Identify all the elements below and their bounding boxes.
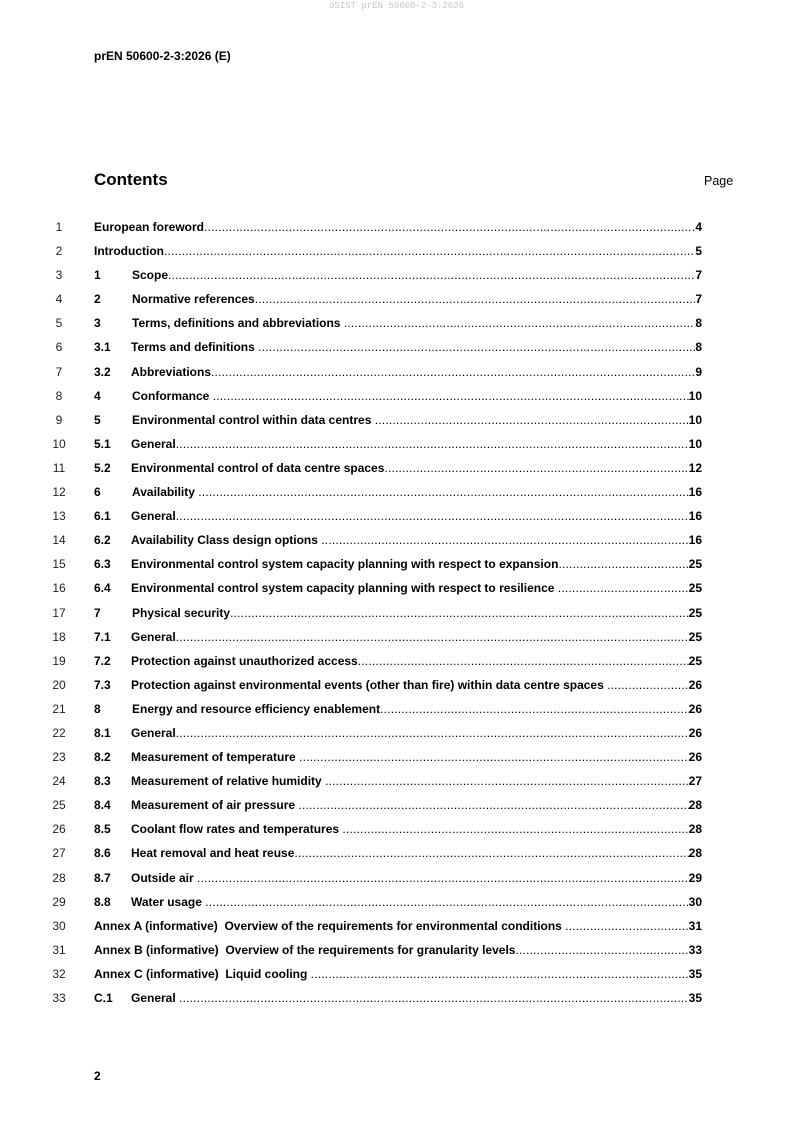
toc-entry[interactable]: [0, 894, 793, 918]
section-number: 8.4: [94, 798, 111, 813]
dot-leader: [311, 966, 689, 982]
section-number: 4: [94, 388, 101, 403]
section-title: Availability Class design options: [131, 533, 322, 548]
dot-leader: [299, 749, 689, 765]
toc-entry[interactable]: [0, 508, 793, 532]
page-number: 10: [688, 388, 702, 403]
page-number: 25: [688, 605, 702, 620]
line-number: 13: [52, 509, 66, 524]
dot-leader: [342, 821, 688, 837]
page-number: 25: [688, 581, 702, 596]
section-title: Normative references: [132, 292, 255, 307]
toc-entry-content: [94, 870, 702, 886]
line-number: 11: [52, 460, 66, 475]
dot-leader: [255, 291, 696, 307]
line-number: 31: [52, 942, 66, 957]
toc-entry[interactable]: [0, 291, 793, 315]
line-number: 23: [52, 750, 66, 765]
section-title: Annex C (informative) Liquid cooling: [94, 966, 311, 981]
toc-entry[interactable]: [0, 412, 793, 436]
toc-entry[interactable]: [0, 845, 793, 869]
section-number: 8.6: [94, 846, 111, 861]
section-title: Measurement of air pressure: [131, 798, 299, 813]
toc-entry-content: [94, 243, 702, 259]
section-number: 8.5: [94, 822, 111, 837]
page-number: 10: [688, 436, 702, 451]
page-number: 26: [688, 677, 702, 692]
toc-entry-content: [94, 388, 702, 404]
line-number: 17: [52, 605, 66, 620]
section-number: 5.1: [94, 436, 111, 451]
dot-leader: [298, 797, 688, 813]
toc-entry[interactable]: [0, 725, 793, 749]
toc-entry-content: [94, 412, 702, 428]
toc-entry-content: [94, 653, 702, 669]
toc-entry[interactable]: [0, 990, 793, 1014]
page-number: 28: [688, 822, 702, 837]
dot-leader: [204, 219, 695, 235]
toc-entry-content: [94, 580, 702, 596]
section-number: 7.3: [94, 677, 111, 692]
toc-entry[interactable]: [0, 773, 793, 797]
page-number: 28: [688, 846, 702, 861]
page-number: 16: [688, 533, 702, 548]
footer-page-number: 2: [94, 1069, 101, 1083]
line-number: 14: [52, 533, 66, 548]
toc-entry-content: [94, 219, 702, 235]
line-number: 3: [55, 268, 63, 283]
line-number: 2: [55, 244, 63, 259]
line-number: 24: [52, 774, 66, 789]
page-number: 9: [695, 364, 702, 379]
toc-entry[interactable]: [0, 605, 793, 629]
line-number: 9: [55, 412, 63, 427]
section-title: Measurement of relative humidity: [131, 774, 326, 789]
dot-leader: [213, 388, 689, 404]
page-number: 4: [695, 220, 702, 234]
line-number: 8: [55, 388, 63, 403]
toc-entry-content: [94, 797, 702, 813]
dot-leader: [384, 460, 688, 476]
section-title: Heat removal and heat reuse: [131, 846, 295, 861]
page-number: 12: [688, 460, 702, 475]
dot-leader: [565, 918, 688, 934]
toc-entry-content: [94, 291, 702, 307]
section-title: Introduction: [94, 244, 164, 259]
toc-entry-content: [94, 773, 702, 789]
page-number: 16: [688, 509, 702, 524]
section-title: Measurement of temperature: [131, 750, 300, 765]
page-number: 7: [695, 292, 702, 307]
page-number: 29: [688, 870, 702, 885]
line-number: 18: [52, 629, 66, 644]
toc-entry[interactable]: [0, 870, 793, 894]
page-number: 26: [688, 750, 702, 765]
dot-leader: [176, 436, 689, 452]
page-number: 10: [688, 412, 702, 427]
toc-entry[interactable]: [0, 267, 793, 291]
toc-entry[interactable]: [0, 821, 793, 845]
contents-heading: Contents: [94, 170, 168, 189]
line-number: 32: [52, 966, 66, 981]
toc-entry[interactable]: [0, 339, 793, 363]
table-of-contents: [0, 219, 793, 1014]
toc-entry[interactable]: [0, 460, 793, 484]
dot-leader: [176, 629, 689, 645]
toc-entry-content: [94, 821, 702, 837]
section-title: Energy and resource efficiency enablement: [132, 701, 381, 716]
section-number: 3: [94, 316, 101, 331]
page-number: 31: [688, 918, 702, 933]
toc-entry[interactable]: [0, 966, 793, 990]
section-title: Environmental control system capacity planning with respect to resilience: [131, 581, 558, 596]
line-number: 28: [52, 870, 66, 885]
section-title: European foreword: [94, 220, 205, 234]
section-number: 8.7: [94, 870, 111, 885]
dot-leader: [211, 364, 695, 380]
line-number: 6: [55, 340, 63, 355]
toc-entry[interactable]: [0, 364, 793, 388]
toc-entry-content: [94, 894, 702, 910]
section-number: 7.2: [94, 653, 111, 668]
toc-entry[interactable]: [0, 315, 793, 339]
section-title: Scope: [132, 268, 169, 283]
section-title: Environmental control within data centres: [132, 412, 375, 427]
page-number: 27: [688, 774, 702, 789]
dot-leader: [558, 556, 688, 572]
dot-leader: [164, 243, 695, 259]
toc-entry-content: [94, 845, 702, 861]
section-number: 8.2: [94, 750, 111, 765]
line-number: 15: [52, 557, 66, 572]
section-number: 8.3: [94, 774, 111, 789]
toc-entry-content: [94, 918, 702, 934]
page-number: 26: [688, 725, 702, 740]
section-title: General: [131, 509, 176, 524]
toc-entry[interactable]: [0, 219, 793, 243]
section-number: 5.2: [94, 460, 111, 475]
toc-entry-content: [94, 990, 702, 1006]
page-number: 26: [688, 701, 702, 716]
section-title: Annex A (informative) Overview of the requirements for environmental conditions: [94, 918, 566, 933]
section-number: 8.1: [94, 725, 111, 740]
toc-entry-content: [94, 605, 702, 621]
section-title: Protection against unauthorized access: [131, 653, 358, 668]
dot-leader: [230, 605, 689, 621]
toc-entry[interactable]: [0, 556, 793, 580]
dot-leader: [344, 315, 695, 331]
line-number: 16: [52, 581, 66, 596]
toc-entry[interactable]: [0, 580, 793, 604]
dot-leader: [358, 653, 689, 669]
line-number: 30: [52, 918, 66, 933]
toc-entry-content: [94, 629, 702, 645]
toc-entry[interactable]: [0, 388, 793, 412]
toc-entry[interactable]: [0, 629, 793, 653]
dot-leader: [176, 725, 689, 741]
dot-leader: [205, 894, 688, 910]
section-number: 6: [94, 485, 101, 500]
page-number: 25: [688, 557, 702, 572]
toc-entry-content: [94, 484, 702, 500]
section-number: 8.8: [94, 894, 111, 909]
toc-entry-content: [94, 508, 702, 524]
toc-entry-content: [94, 556, 702, 572]
section-title: Abbreviations: [131, 364, 212, 379]
dot-leader: [294, 845, 688, 861]
toc-entry-content: [94, 315, 702, 331]
section-title: Conformance: [132, 388, 213, 403]
line-number: 26: [52, 822, 66, 837]
watermark: oSIST prEN 50600-2-3:2026: [328, 1, 465, 11]
toc-entry-content: [94, 460, 702, 476]
section-title: Environmental control of data centre spaces: [131, 460, 385, 475]
section-title: General: [131, 436, 176, 451]
dot-leader: [325, 773, 689, 789]
line-number: 19: [52, 653, 66, 668]
section-title: Coolant flow rates and temperatures: [131, 822, 343, 837]
page-number: 7: [695, 268, 702, 283]
document-id: prEN 50600-2-3:2026 (E): [94, 49, 231, 63]
section-number: 1: [94, 268, 101, 283]
page-number: 33: [688, 942, 702, 957]
section-title: General: [131, 991, 180, 1005]
section-number: 3.1: [94, 340, 111, 355]
section-title: Outside air: [131, 870, 198, 885]
toc-entry-content: [94, 701, 702, 717]
line-number: 10: [52, 436, 66, 451]
section-number: 6.2: [94, 533, 111, 548]
toc-entry[interactable]: [0, 942, 793, 966]
section-title: General: [131, 629, 176, 644]
page-number: 8: [695, 340, 702, 355]
toc-entry[interactable]: [0, 532, 793, 556]
page-number: 35: [688, 966, 702, 981]
dot-leader: [179, 990, 689, 1006]
dot-leader: [168, 267, 695, 283]
page-number: 35: [688, 991, 702, 1005]
toc-entry-content: [94, 725, 702, 741]
page-number: 25: [688, 653, 702, 668]
line-number: 20: [52, 677, 66, 692]
dot-leader: [558, 580, 689, 596]
toc-entry[interactable]: [0, 243, 793, 267]
page-number: 5: [695, 244, 702, 259]
dot-leader: [375, 412, 689, 428]
toc-entry[interactable]: [0, 701, 793, 725]
line-number: 12: [52, 485, 66, 500]
toc-entry-content: [94, 942, 702, 958]
section-title: Protection against environmental events (other than fire) within data centre spaces: [131, 677, 608, 692]
line-number: 21: [52, 701, 66, 716]
section-number: C.1: [94, 991, 113, 1005]
toc-entry[interactable]: [0, 677, 793, 701]
page-number: 16: [688, 485, 702, 500]
line-number: 5: [55, 316, 63, 331]
section-number: 6.4: [94, 581, 111, 596]
section-number: 7: [94, 605, 101, 620]
section-number: 6.3: [94, 557, 111, 572]
section-number: 2: [94, 292, 101, 307]
toc-entry[interactable]: [0, 749, 793, 773]
toc-entry[interactable]: [0, 797, 793, 821]
toc-entry-content: [94, 677, 702, 693]
line-number: 22: [52, 725, 66, 740]
toc-entry-content: [94, 267, 702, 283]
section-number: 3.2: [94, 364, 111, 379]
toc-entry-content: [94, 749, 702, 765]
line-number: 4: [55, 292, 63, 307]
dot-leader: [198, 484, 688, 500]
dot-leader: [380, 701, 689, 717]
dot-leader: [197, 870, 689, 886]
dot-leader: [515, 942, 688, 958]
page-column-label: Page: [704, 174, 734, 188]
section-title: Availability: [132, 485, 199, 500]
page-number: 28: [688, 798, 702, 813]
dot-leader: [258, 339, 695, 355]
toc-entry-content: [94, 339, 702, 355]
section-number: 6.1: [94, 509, 111, 524]
toc-entry[interactable]: [0, 436, 793, 460]
toc-entry[interactable]: [0, 484, 793, 508]
line-number: 27: [52, 846, 66, 861]
section-number: 7.1: [94, 629, 111, 644]
toc-entry[interactable]: [0, 653, 793, 677]
toc-entry[interactable]: [0, 918, 793, 942]
line-number: 7: [55, 364, 63, 379]
toc-entry-content: [94, 364, 702, 380]
section-number: 5: [94, 412, 101, 427]
line-number: 29: [52, 894, 66, 909]
line-number: 33: [52, 991, 66, 1005]
section-title: Environmental control system capacity planning with respect to expansion: [131, 557, 559, 572]
page-number: 25: [688, 629, 702, 644]
page-number: 8: [695, 316, 702, 331]
section-title: Terms, definitions and abbreviations: [132, 316, 344, 331]
toc-entry-content: [94, 532, 702, 548]
toc-entry-content: [94, 966, 702, 982]
dot-leader: [321, 532, 688, 548]
section-title: General: [131, 725, 176, 740]
page-number: 30: [688, 894, 702, 909]
toc-entry-content: [94, 436, 702, 452]
section-title: Annex B (informative) Overview of the requirements for granularity levels: [94, 942, 516, 957]
section-title: Water usage: [131, 894, 206, 909]
line-number: 1: [55, 220, 63, 234]
line-number: 25: [52, 798, 66, 813]
section-number: 8: [94, 701, 101, 716]
section-title: Terms and definitions: [131, 340, 259, 355]
section-title: Physical security: [132, 605, 231, 620]
dot-leader: [176, 508, 689, 524]
dot-leader: [607, 677, 689, 693]
